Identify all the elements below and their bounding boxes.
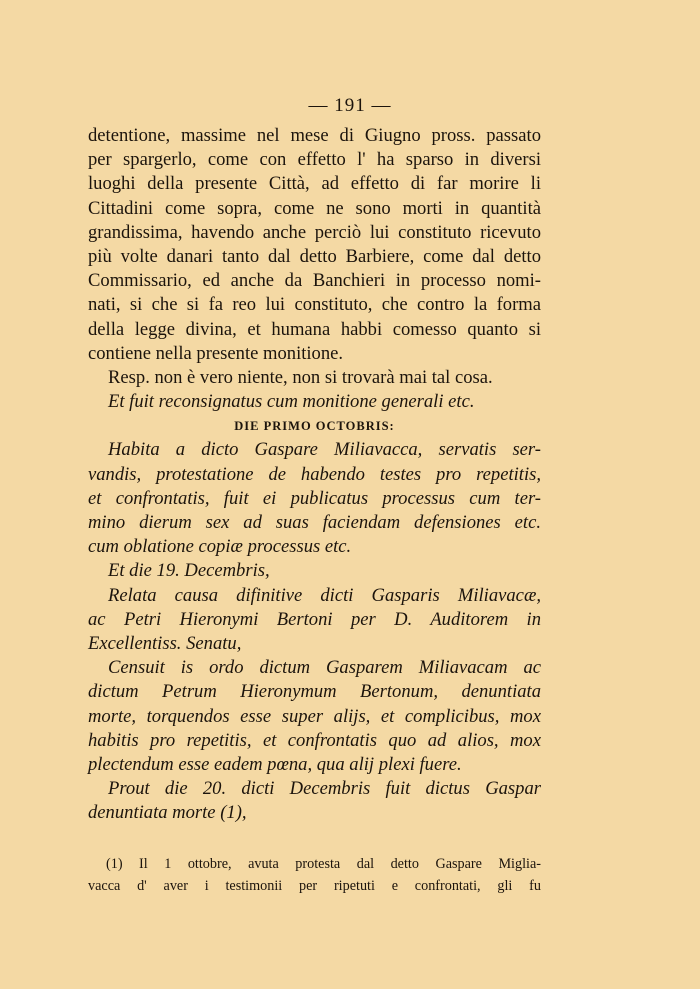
text-line: vandis, protestatione de habendo testes pro repetitis, [88,463,541,485]
text-line: dictum Petrum Hieronymum Bertonum, denuntiata [88,681,541,703]
text-line: Et fuit reconsignatus cum monitione generali etc. [108,391,475,413]
text-line: Habita a dicto Gaspare Miliavacca, servatis ser- [108,439,541,461]
text-line: Relata causa difinitive dicti Gasparis Miliavacæ, [108,584,541,606]
text-line: et confrontatis, fuit ei publicatus processus cum ter- [88,487,541,509]
text-line: cum oblatione copiæ processus etc. [88,536,352,558]
section-heading: DIE PRIMO OCTOBRIS: [234,419,395,434]
text-line: Cittadini come sopra, come ne sono morti in quantità [88,197,541,219]
text-line: nati, si che si fa reo lui constituto, che contro la forma [88,294,541,316]
text-line: detentione, massime nel mese di Giugno pross. passato [88,125,541,146]
text-line: Prout die 20. dicti Decembris fuit dictus Gaspar [108,778,541,800]
text-line: Et die 19. Decembris, [108,560,270,582]
text-line: grandissima, havendo anche perciò lui constituto ricevuto [88,221,541,243]
text-line: più volte danari tanto dal detto Barbiere, come dal detto [88,245,541,267]
text-line: Commissario, ed anche da Banchieri in processo nomi- [88,270,541,292]
footnote-line: (1) Il 1 ottobre, avuta protesta dal detto Gaspare Miglia- [106,856,541,872]
footnote-block [88,853,541,897]
text-line: plectendum esse eadem pœna, qua alij plexi fuere. [88,753,462,775]
text-line: morte, torquendos esse super alijs, et complicibus, mox [88,705,541,727]
text-line: contiene nella presente monitione. [88,342,344,364]
page-number: — 191 — [308,95,392,116]
text-line: della legge divina, et humana habbi comesso quanto si [88,318,541,340]
text-line: Resp. non è vero niente, non si trovarà mai tal cosa. [108,366,493,388]
text-line: mino dierum sex ad suas faciendam defensiones etc. [88,512,541,533]
text-line: per spargerlo, come con effetto l' ha sparso in diversi [88,149,541,171]
text-line: Excellentiss. Senatu, [88,632,242,654]
main-text [88,124,541,825]
text-line: denuntiata morte (1), [88,802,247,824]
footnote-line: vacca d' aver i testimonii per ripetuti e confrontati, gli fu [88,878,541,894]
text-line: Censuit is ordo dictum Gasparem Miliavacam ac [108,657,541,679]
text-line: habitis pro repetitis, et confrontatis quo ad alios, mox [88,729,541,751]
text-line: luoghi della presente Città, ad effetto di far morire li [88,173,541,195]
text-line: ac Petri Hieronymi Bertoni per D. Auditorem in [88,608,541,630]
